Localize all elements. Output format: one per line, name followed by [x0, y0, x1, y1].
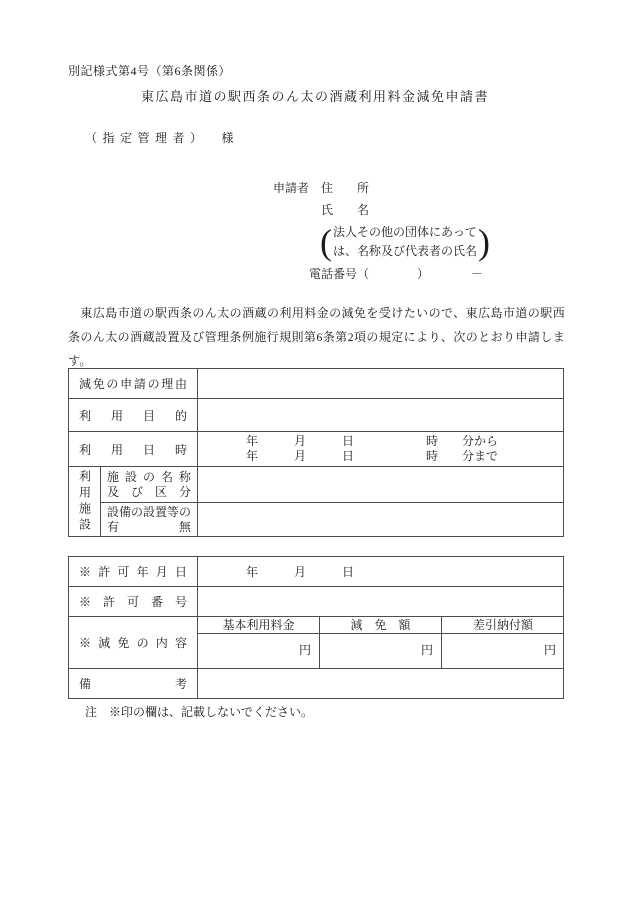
purpose-label: 利用目的	[79, 408, 188, 423]
facility-name-label-line1: 施設の名称	[107, 469, 192, 484]
document-title: 東広島市道の駅西条のん太の酒蔵利用料金減免申請書	[140, 89, 489, 104]
equipment-label-line1: 設備の設置等の	[107, 504, 192, 519]
form-number: 別記様式第4号（第6条関係）	[68, 64, 232, 78]
net-payment-header: 差引納付額	[441, 617, 564, 634]
permit-date-cell: 年 月 日	[198, 557, 564, 587]
reason-input-cell	[198, 369, 564, 399]
addressee-line	[85, 129, 234, 146]
permit-number-cell	[198, 587, 564, 617]
usage-table	[68, 368, 564, 537]
applicant-name-line: 氏 名	[273, 203, 370, 217]
net-payment-yen-cell: 円	[441, 634, 564, 668]
table-row	[69, 432, 564, 467]
close-paren: )	[478, 222, 491, 262]
table-row	[69, 467, 564, 503]
table-row	[69, 369, 564, 399]
corporate-note	[319, 222, 491, 262]
equipment-input-cell	[198, 503, 564, 537]
table-row	[69, 669, 564, 699]
datetime-label: 利用日時	[79, 442, 188, 457]
datetime-to-template: 年 月 日 時 分まで	[198, 449, 499, 463]
remarks-cell	[198, 669, 564, 699]
datetime-input-cell	[198, 432, 564, 467]
corporate-note-line1: 法人その他の団体にあって	[333, 225, 477, 239]
permit-number-label: ※許可番号	[79, 595, 187, 609]
facility-group-label: 利用施設	[77, 469, 92, 534]
facility-name-label-line2: 及び区分	[107, 484, 192, 499]
phone-line: 電話番号（ ） －	[273, 267, 484, 281]
facility-name-input-cell	[198, 467, 564, 503]
office-use-table	[68, 556, 564, 699]
table-row	[69, 503, 564, 537]
reduction-yen-cell: 円	[319, 634, 441, 668]
applicant-address-line: 申請者 住 所	[273, 181, 370, 195]
base-fee-header: 基本利用料金	[198, 617, 319, 634]
open-paren: (	[320, 222, 332, 262]
remarks-label: 備考	[79, 677, 187, 691]
datetime-from-template: 年 月 日 時 分から	[198, 434, 499, 448]
addressee-honorific: 様	[221, 131, 234, 145]
footnote: 注 ※印の欄は、記載しないでください。	[85, 705, 314, 719]
permit-date-label: ※許可年月日	[79, 565, 187, 579]
reduction-detail-label: ※減免の内容	[79, 636, 187, 650]
table-row	[69, 557, 564, 587]
purpose-input-cell	[198, 399, 564, 432]
body-paragraph: 東広島市道の駅西条のん太の酒蔵の利用料金の減免を受けたいので、東広島市道の駅西条のん太の酒蔵設置及び管理条例施行規則第6条第2項の規定により、次のとおり申請します。	[68, 306, 565, 368]
table-row	[69, 587, 564, 617]
reason-label: 減免の申請の理由	[79, 377, 188, 391]
addressee-label: （指定管理者）	[85, 131, 208, 145]
reduction-detail-cell	[198, 617, 564, 669]
equipment-label-line2: 有無	[107, 519, 192, 534]
table-row	[69, 399, 564, 432]
applicant-block	[273, 177, 491, 285]
corporate-note-line2: は、名称及び代表者の氏名	[333, 244, 478, 258]
fee-breakdown-grid	[198, 617, 563, 668]
reduction-amount-header: 減 免 額	[319, 617, 441, 634]
base-fee-yen-cell: 円	[298, 643, 311, 657]
table-row	[69, 617, 564, 669]
